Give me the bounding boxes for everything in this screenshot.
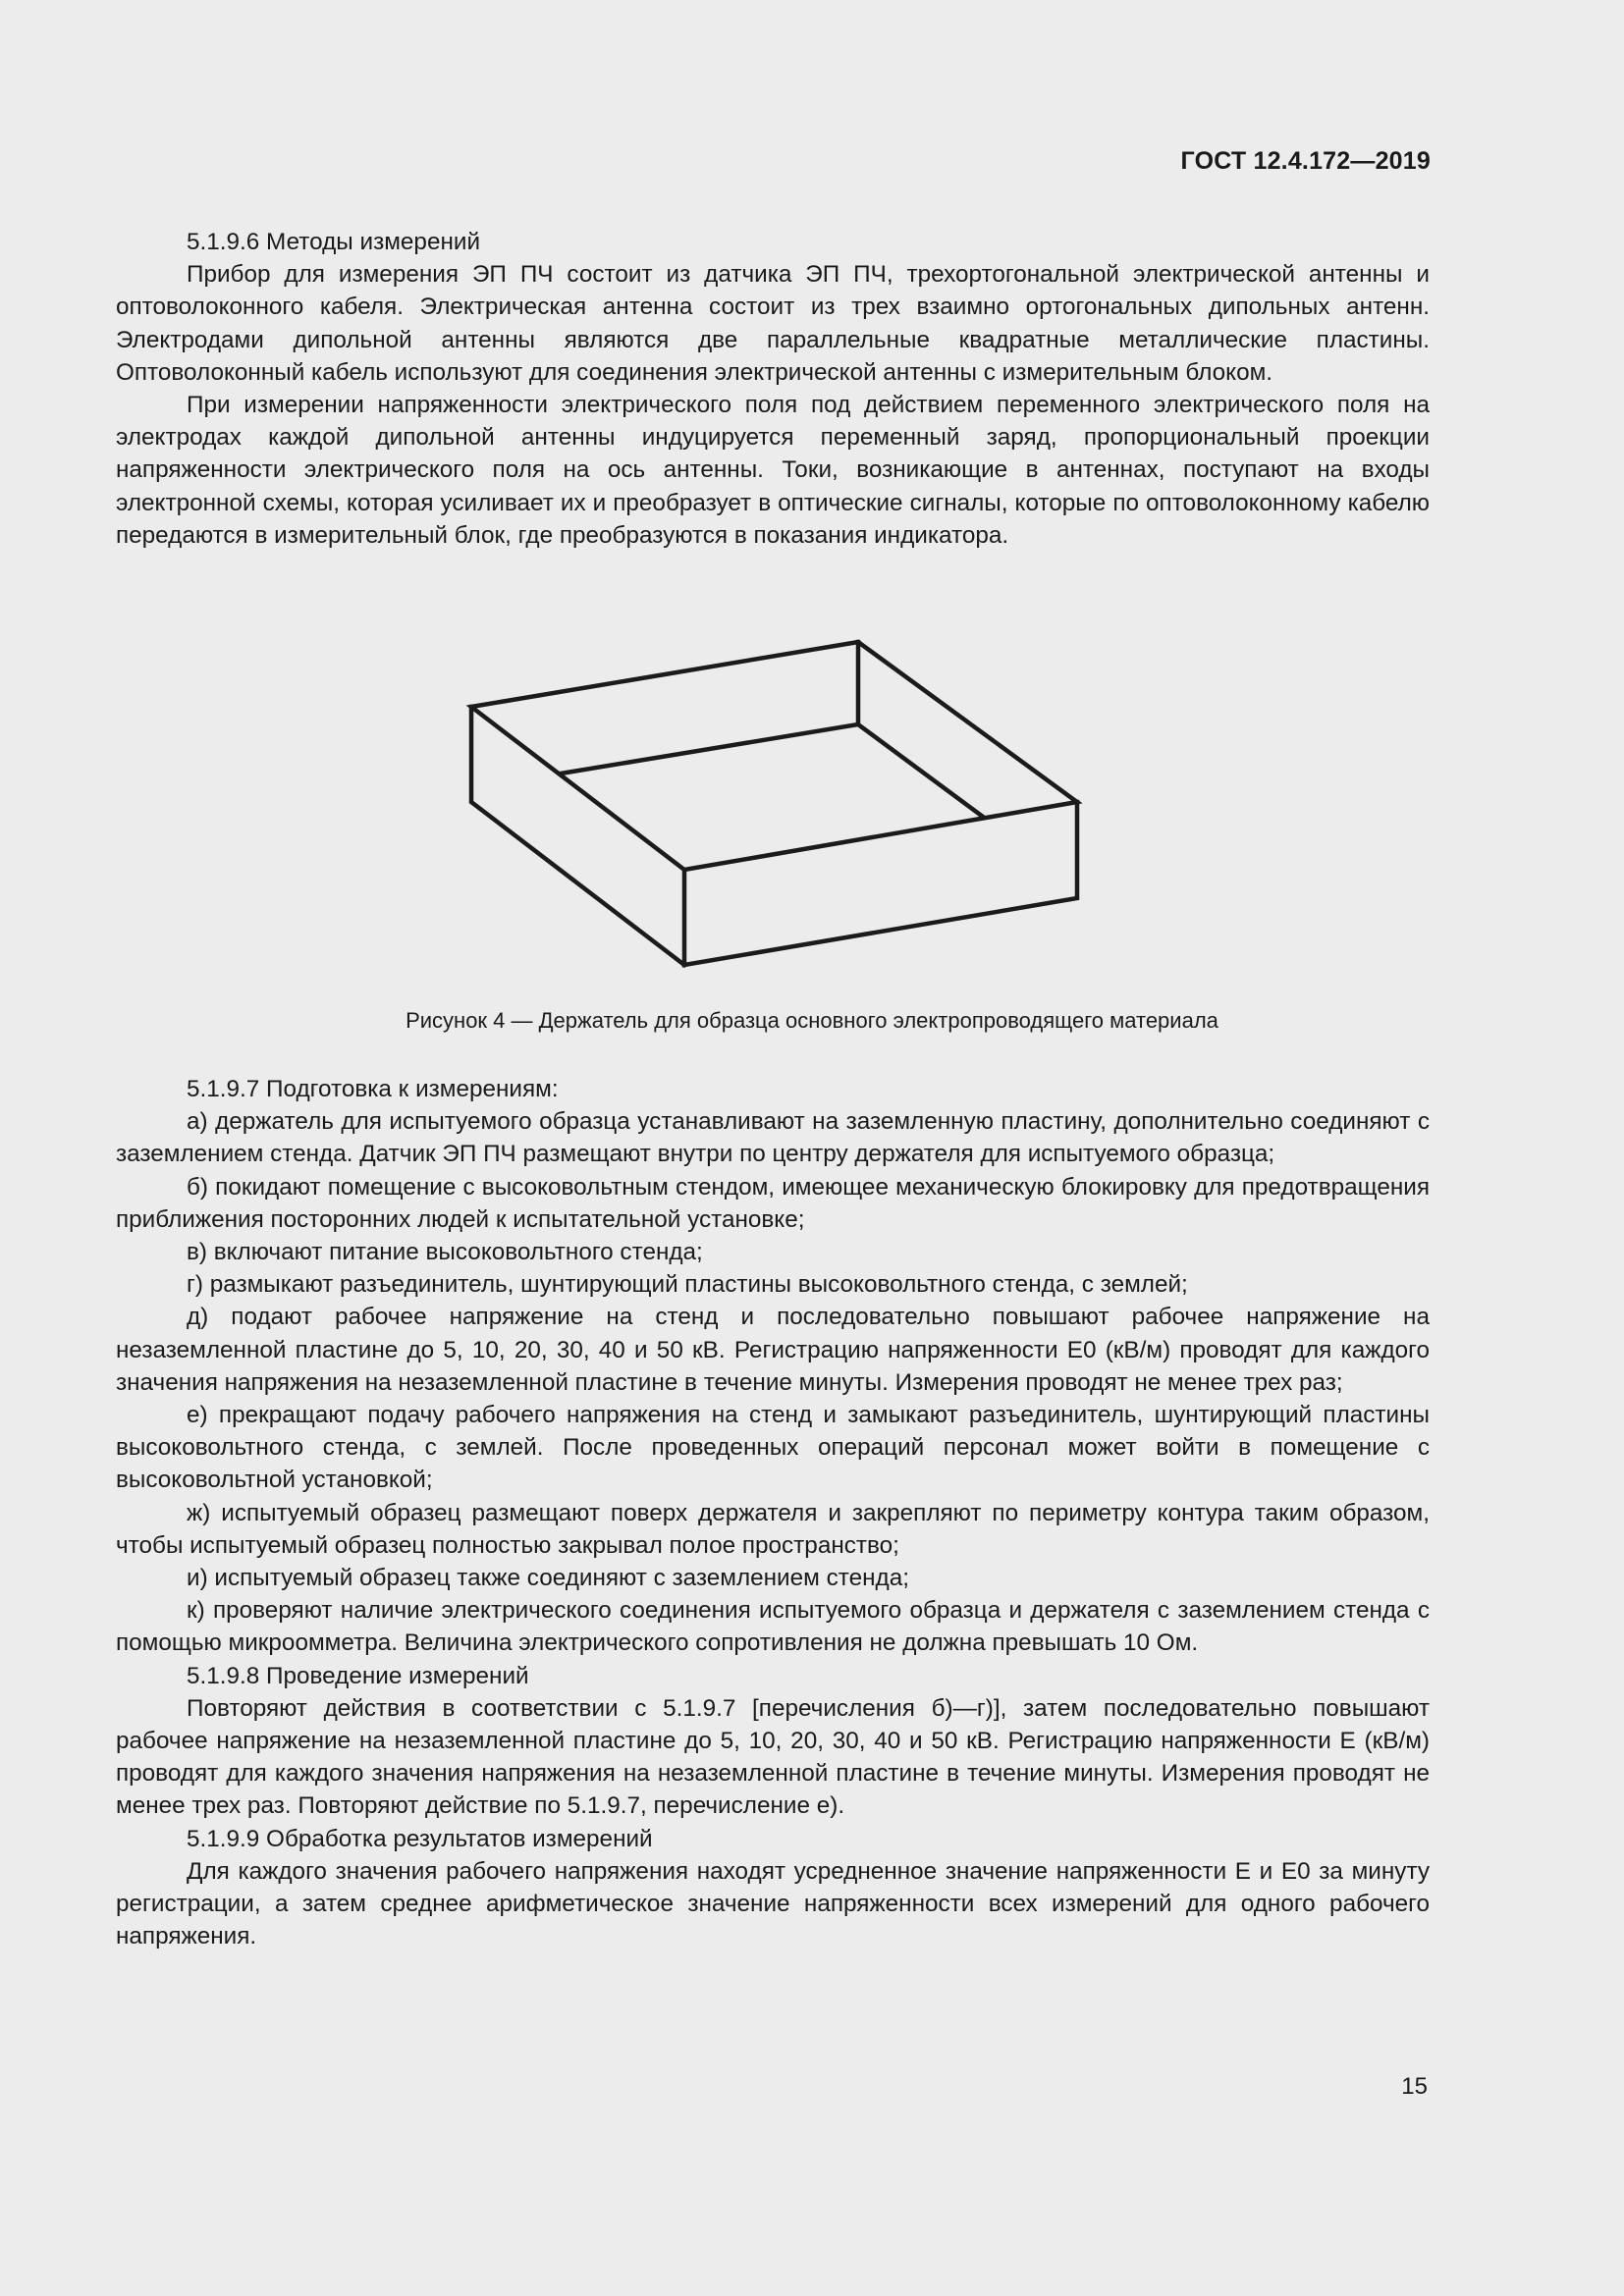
section-heading: 5.1.9.9 Обработка результатов измерений — [187, 1825, 653, 1852]
section-heading: 5.1.9.6 Методы измерений — [187, 229, 481, 255]
list-item: д) подают рабочее напряжение на стенд и последовательно повышают рабочее напряжение на незаземленной пластине до 5, 10, 20, 30, 40 и 50 кВ. Регистрацию напряженности Е0 (кВ/м) проводят для каждого значения напряжения на незаземленной пластине в течение минуты. Измерения проводят не менее трех раз; — [116, 1304, 1430, 1396]
paragraph: Прибор для измерения ЭП ПЧ состоит из датчика ЭП ПЧ, трехортогональной электрической антенны и оптоволоконного кабеля. Электрическая антенна состоит из трех взаимно ортогональных дипольных антенн. Электродами дипольной антенны являются две параллельные квадратные металлические пластины. Оптоволоконный кабель используют для соединения электрической антенны с измерительным блоком. — [116, 261, 1430, 386]
list-item: г) размыкают разъединитель, шунтирующий пластины высоковольтного стенда, с землей; — [187, 1271, 1188, 1299]
holder-inner-right-edge — [858, 724, 983, 817]
list-item: а) держатель для испытуемого образца устанавливают на заземленную пластину, дополнительно соединяют с заземлением стенда. Датчик ЭП ПЧ размещают внутри по центру держателя для испытуемого образца; — [116, 1108, 1430, 1168]
page-number: 15 — [1401, 2073, 1428, 2100]
list-item: и) испытуемый образец также соединяют с заземлением стенда; — [187, 1565, 909, 1592]
section-preparation — [116, 1073, 1430, 1952]
section-methods — [116, 226, 1430, 552]
section-heading: 5.1.9.8 Проведение измерений — [187, 1662, 529, 1689]
list-item: в) включают питание высоковольтного стенда; — [187, 1239, 703, 1266]
list-item: е) прекращают подачу рабочего напряжения на стенд и замыкают разъединитель, шунтирующий пластины высоковольтного стенда, с землей. После проведенных операций персонал может войти в помещение с высоковольтной установкой; — [116, 1402, 1430, 1494]
paragraph: При измерении напряженности электрического поля под действием переменного электрического поля на электродах каждой дипольной антенны индуцируется переменный заряд, пропорциональный проекции напряженности электрического поля на ось антенны. Токи, возникающие в антеннах, поступают на входы электронной схемы, которая усиливает их и преобразует в оптические сигналы, которые по оптоволоконному кабелю передаются в измерительный блок, где преобразуются в показания индикатора. — [116, 392, 1430, 549]
list-item: ж) испытуемый образец размещают поверх держателя и закрепляют по периметру контура таким образом, чтобы испытуемый образец полностью закрывал полое пространство; — [116, 1499, 1430, 1559]
paragraph: Для каждого значения рабочего напряжения находят усредненное значение напряженности Е и Е0 за минуту регистрации, а затем среднее арифметическое значение напряженности всех измерений для одного рабочего напряжения. — [116, 1857, 1430, 1950]
holder-left-face — [471, 707, 684, 965]
section-heading: 5.1.9.7 Подготовка к измерениям: — [187, 1076, 559, 1102]
holder-inner-back-wall — [561, 642, 858, 774]
figure-caption: Рисунок 4 — Держатель для образца основного электропроводящего материала — [406, 1008, 1218, 1033]
sample-holder-figure — [461, 633, 1090, 977]
list-item: б) покидают помещение с высоковольтным стендом, имеющее механическую блокировку для предотвращения приближения посторонних людей к испытательной установке; — [116, 1173, 1430, 1233]
list-item: к) проверяют наличие электрического соединения испытуемого образца и держателя с заземлением стенда с помощью микроомметра. Величина электрического сопротивления не должна превышать 10 Ом. — [116, 1597, 1430, 1657]
holder-top-rim — [471, 642, 1077, 870]
paragraph: Повторяют действия в соответствии с 5.1.9.7 [перечисления б)—г)], затем последовательно повышают рабочее напряжение на незаземленной пластине до 5, 10, 20, 30, 40 и 50 кВ. Регистрацию напряженности Е (кВ/м) проводят для каждого значения напряжения на незаземленной пластине в течение минуты. Измерения проводят не менее трех раз. Повторяют действие по 5.1.9.7, перечисление е). — [116, 1694, 1430, 1820]
document-standard-id: ГОСТ 12.4.172—2019 — [1180, 147, 1431, 175]
holder-front-face — [684, 802, 1077, 965]
